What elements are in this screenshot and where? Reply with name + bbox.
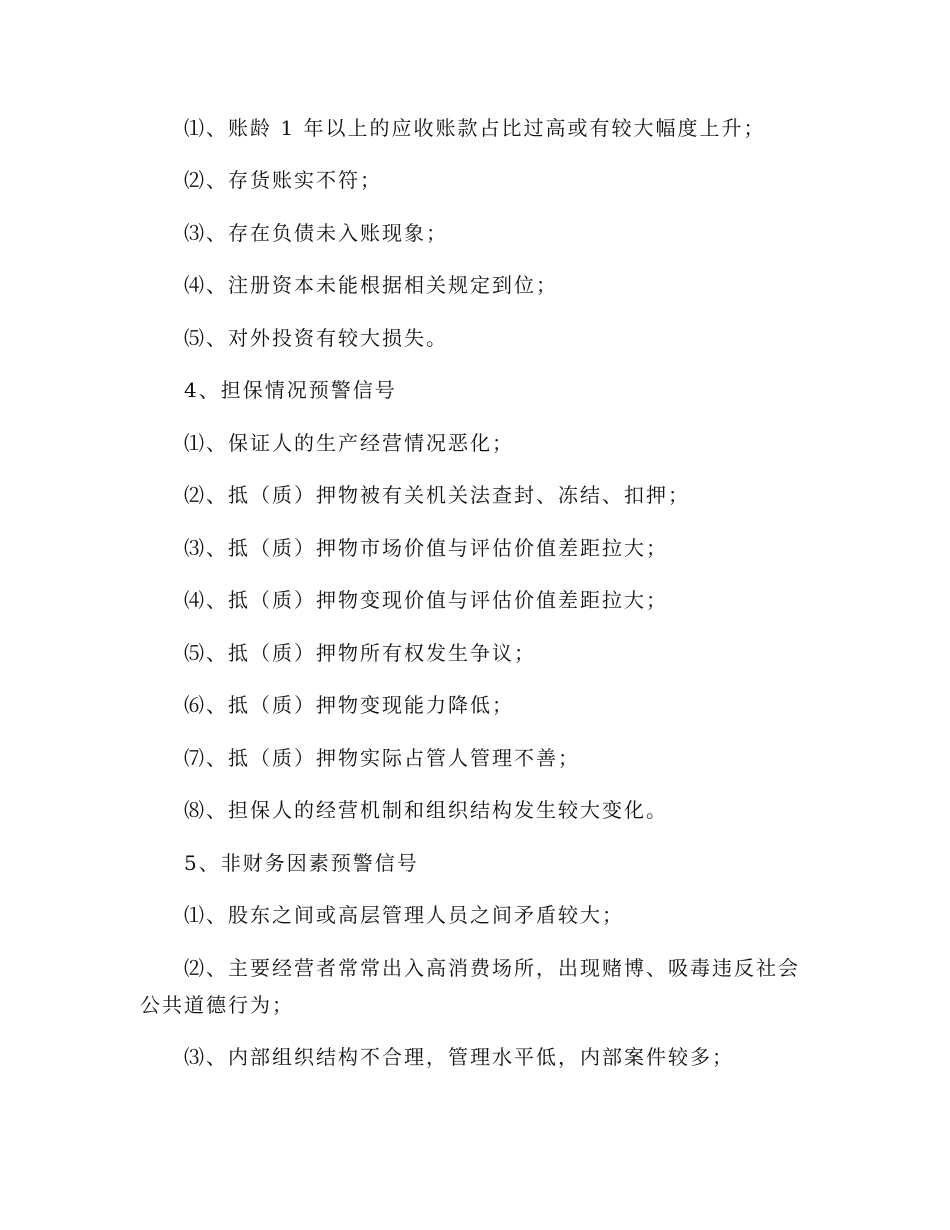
text-line: ⑷、抵（质）押物变现价值与评估价值差距拉大； bbox=[184, 588, 668, 612]
text-line: ⑶、抵（质）押物市场价值与评估价值差距拉大； bbox=[184, 536, 668, 560]
text-line: ⑸、对外投资有较大损失。 bbox=[184, 326, 448, 350]
section-heading: 5、非财务因素预警信号 bbox=[184, 851, 419, 875]
text-line: ⑸、抵（质）押物所有权发生争议； bbox=[184, 641, 536, 665]
text-line: ⑵、存货账实不符； bbox=[184, 168, 382, 192]
text-line: ⑴、账龄 1 年以上的应收账款占比过高或有较大幅度上升； bbox=[184, 116, 766, 140]
text-line: ⑴、股东之间或高层管理人员之间矛盾较大； bbox=[184, 903, 624, 927]
text-line: ⑷、注册资本未能根据相关规定到位； bbox=[184, 273, 558, 297]
text-line: ⑴、保证人的生产经营情况恶化； bbox=[184, 431, 514, 455]
text-line: ⑹、抵（质）押物变现能力降低； bbox=[184, 693, 514, 717]
text-line: ⑵、主要经营者常常出入高消费场所，出现赌博、吸毒违反社会 bbox=[184, 956, 800, 980]
text-line: ⑶、存在负债未入账现象； bbox=[184, 221, 448, 245]
text-line: ⑶、内部组织结构不合理，管理水平低，内部案件较多； bbox=[184, 1045, 734, 1069]
section-heading: 4、担保情况预警信号 bbox=[184, 378, 397, 402]
text-line-continuation: 公共道德行为； bbox=[140, 993, 294, 1017]
text-line: ⑵、抵（质）押物被有关机关法查封、冻结、扣押； bbox=[184, 483, 690, 507]
text-line: ⑻、担保人的经营机制和组织结构发生较大变化。 bbox=[184, 798, 668, 822]
text-line: ⑺、抵（质）押物实际占管人管理不善； bbox=[184, 746, 580, 770]
